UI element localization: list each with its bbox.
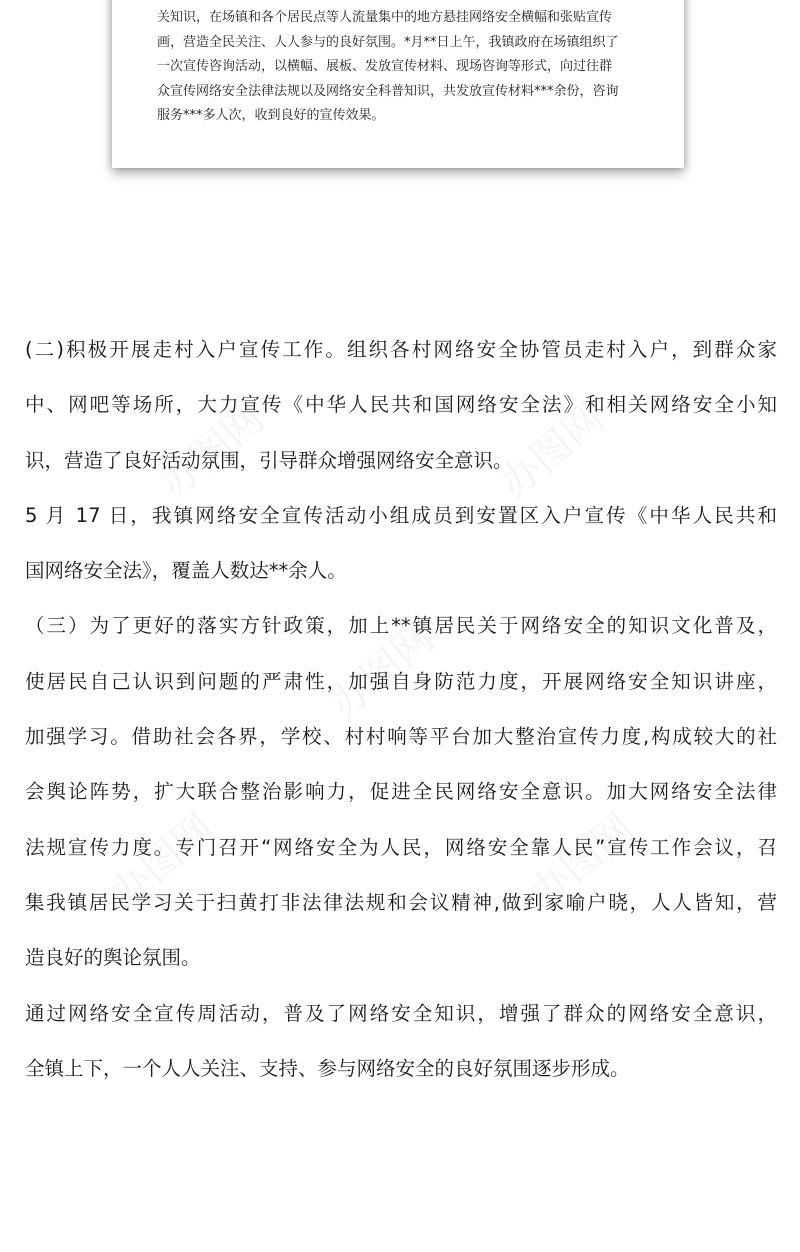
body-line-14: 全镇上下，一个人人关注、支持、参与网络安全的良好氛围逐步形成。 <box>25 1056 630 1080</box>
card-line-1: 关知识，在场镇和各个居民点等人流量集中的地方悬挂网络安全横幅和张贴宣传 <box>157 10 613 25</box>
body-line-13: 通过网络安全宣传周活动，普及了网络安全知识，增强了群众的网络安全意识， <box>25 1001 777 1025</box>
excerpt-card-text <box>157 6 657 129</box>
body-line-7: 使居民自己认识到问题的严肃性，加强自身防范力度，开展网络安全知识讲座， <box>25 669 777 693</box>
watermark-2: 办图网 <box>491 394 613 508</box>
body-line-5: 国网络安全法》，覆盖人数达**余人。 <box>25 559 347 583</box>
card-line-4: 众宣传网络安全法律法规以及网络安全科普知识，共发放宣传材料***余份，咨询 <box>157 83 619 99</box>
body-line-9: 会舆论阵势，扩大联合整治影响力，促进全民网络安全意识。加大网络安全法律 <box>25 780 777 804</box>
excerpt-card <box>112 0 684 168</box>
body-line-8: 加强学习。借助社会各界，学校、村村响等平台加大整治宣传力度,构成较大的社 <box>25 725 777 749</box>
body-line-6: （三）为了更好的落实方针政策，加上**镇居民关于网络安全的知识文化普及， <box>25 614 777 638</box>
body-line-11: 集我镇居民学习关于扫黄打非法律法规和会议精神,做到家喻户晓，人人皆知，营 <box>25 890 777 914</box>
card-line-3: 一次宣传咨询活动，以横幅、展板、发放宣传材料、现场咨询等形式，向过往群 <box>157 59 613 74</box>
body-line-4: 5 月 17 日，我镇网络安全宣传活动小组成员到安置区入户宣传《中华人民共和 <box>25 503 777 527</box>
watermark-5: 办图网 <box>521 804 643 918</box>
body-line-2: 中、网吧等场所，大力宣传《中华人民共和国网络安全法》和相关网络安全小知 <box>25 393 777 417</box>
body-line-12: 造良好的舆论氛围。 <box>25 946 201 970</box>
watermark-4: 办图网 <box>101 804 223 918</box>
body-line-1: (二)积极开展走村入户宣传工作。组织各村网络安全协管员走村入户，到群众家 <box>25 338 777 361</box>
body-line-3: 识，营造了良好活动氛围，引导群众增强网络安全意识。 <box>25 448 513 472</box>
body-line-10: 法规宣传力度。专门召开“网络安全为人民，网络安全靠人民”宣传工作会议，召 <box>25 835 777 859</box>
card-line-2: 画，营造全民关注、人人参与的良好氛围。*月**日上午，我镇政府在场镇组织了 <box>157 34 619 50</box>
card-line-5: 服务***多人次，收到良好的宣传效果。 <box>157 108 385 123</box>
watermark-1: 办图网 <box>151 394 273 508</box>
watermark-3: 办图网 <box>321 614 443 728</box>
document-body <box>25 322 777 1096</box>
